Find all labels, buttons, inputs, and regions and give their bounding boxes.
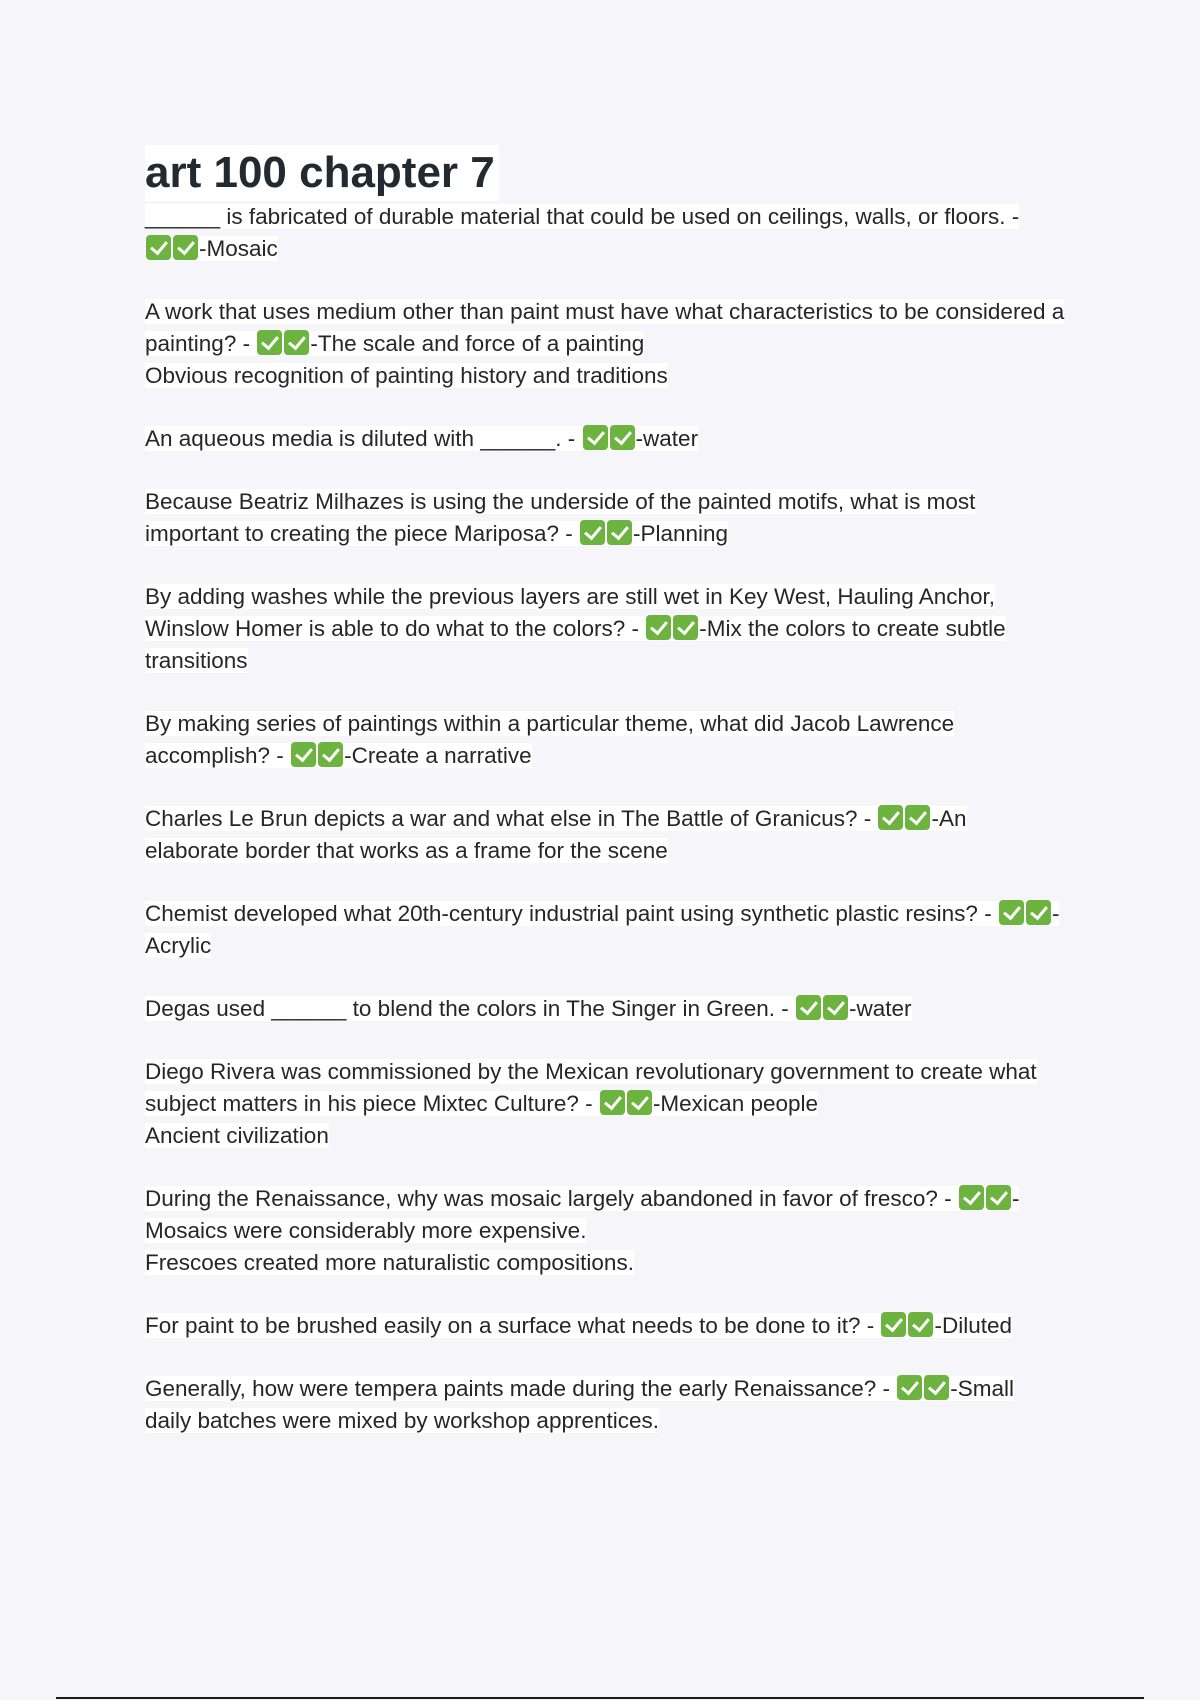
question-text: Diego Rivera was commissioned by the Mexican revolutionary government to create what subject matters in his piece Mixtec Culture? -: [145, 1059, 1037, 1116]
question-text: By making series of paintings within a particular theme, what did Jacob Lawrence accomplish? -: [145, 711, 955, 768]
answer-checks: [880, 1313, 934, 1338]
question-text: Charles Le Brun depicts a war and what else in The Battle of Granicus? -: [145, 806, 872, 831]
qa-item: [145, 423, 1065, 455]
qa-line: [145, 901, 1059, 958]
qa-line: [145, 711, 954, 768]
qa-line: [145, 806, 967, 863]
question-text: Chemist developed what 20th-century industrial paint using synthetic plastic resins? -: [145, 901, 992, 926]
check-mark-icon: [284, 330, 309, 355]
check-mark-icon: [959, 1185, 984, 1210]
check-mark-icon: [908, 1312, 933, 1337]
qa-item: [145, 803, 1065, 867]
qa-line: [145, 996, 912, 1021]
check-mark-icon: [924, 1375, 949, 1400]
qa-line: [145, 299, 1064, 356]
check-mark-icon: [627, 1090, 652, 1115]
answer-text: -water: [849, 996, 912, 1021]
check-mark-icon: [580, 520, 605, 545]
qa-line: [145, 1059, 1037, 1116]
answer-text: -Mexican people: [652, 1091, 819, 1116]
qa-line: [145, 1313, 1012, 1338]
answer-text: -water: [635, 426, 699, 451]
answer-text: -Mix the colors to create subtle transitions: [145, 616, 1006, 673]
qa-item: [145, 993, 1065, 1025]
check-mark-icon: [905, 805, 930, 830]
answer-checks: [795, 996, 849, 1021]
check-mark-icon: [291, 742, 316, 767]
qa-line: [145, 1186, 1019, 1243]
document-title: art 100 chapter 7: [145, 145, 499, 201]
qa-line: [145, 489, 975, 546]
check-mark-icon: [646, 615, 671, 640]
check-mark-icon: [583, 425, 608, 450]
check-mark-icon: [878, 805, 903, 830]
answer-text: -Acrylic: [145, 901, 1060, 958]
qa-item: [145, 201, 1065, 265]
answer-text: -An elaborate border that works as a frame for the scene: [145, 806, 967, 863]
qa-item: [145, 898, 1065, 962]
check-mark-icon: [610, 425, 635, 450]
check-mark-icon: [607, 520, 632, 545]
question-text: ______ is fabricated of durable material that could be used on ceilings, walls, or floors. -: [145, 204, 1020, 229]
check-mark-icon: [600, 1090, 625, 1115]
check-mark-icon: [673, 615, 698, 640]
answer-text: -Small daily batches were mixed by workshop apprentices.: [145, 1376, 1015, 1433]
page-bottom-rule: [56, 1697, 1144, 1699]
document-content: [145, 145, 1065, 1468]
qa-item: [145, 1310, 1065, 1342]
qa-line: [145, 584, 1006, 673]
answer-checks: [290, 743, 344, 768]
answer-checks: [582, 426, 636, 451]
check-mark-icon: [146, 235, 171, 260]
answer-extra-text: Obvious recognition of painting history and traditions: [145, 363, 668, 388]
question-text: Because Beatriz Milhazes is using the underside of the painted motifs, what is most important to creating the piece Mariposa? -: [145, 489, 976, 546]
qa-item: [145, 1183, 1065, 1279]
answer-text: -Planning: [633, 521, 729, 546]
answer-text: -Mosaics were considerably more expensive.: [145, 1186, 1020, 1243]
check-mark-icon: [897, 1375, 922, 1400]
check-mark-icon: [881, 1312, 906, 1337]
question-text: During the Renaissance, why was mosaic largely abandoned in favor of fresco? -: [145, 1186, 952, 1211]
answer-text: -The scale and force of a painting: [310, 331, 645, 356]
answer-checks: [579, 521, 633, 546]
answer-checks: [645, 616, 699, 641]
answer-checks: [599, 1091, 653, 1116]
qa-item: [145, 486, 1065, 550]
question-text: An aqueous media is diluted with ______. -: [145, 426, 576, 451]
check-mark-icon: [823, 995, 848, 1020]
check-mark-icon: [318, 742, 343, 767]
check-mark-icon: [796, 995, 821, 1020]
question-text: Generally, how were tempera paints made during the early Renaissance? -: [145, 1376, 890, 1401]
check-mark-icon: [999, 900, 1024, 925]
answer-text: -Create a narrative: [344, 743, 532, 768]
qa-line: [145, 426, 698, 451]
answer-checks: [877, 806, 931, 831]
qa-item: [145, 296, 1065, 392]
answer-checks: [145, 236, 199, 261]
check-mark-icon: [173, 235, 198, 260]
answer-checks: [256, 331, 310, 356]
answer-checks: [958, 1186, 1012, 1211]
answer-text: -Diluted: [934, 1313, 1013, 1338]
qa-item: [145, 1373, 1065, 1437]
question-text: A work that uses medium other than paint must have what characteristics to be considered a painting? -: [145, 299, 1065, 356]
check-mark-icon: [986, 1185, 1011, 1210]
qa-line: [145, 204, 1019, 261]
qa-item: [145, 708, 1065, 772]
qa-item: [145, 581, 1065, 677]
question-text: Degas used ______ to blend the colors in The Singer in Green. -: [145, 996, 789, 1021]
answer-extra-text: Ancient civilization: [145, 1123, 329, 1148]
check-mark-icon: [257, 330, 282, 355]
question-text: By adding washes while the previous layers are still wet in Key West, Hauling Anchor, Winslow Homer is able to do what to the colors? -: [145, 584, 996, 641]
answer-checks: [896, 1376, 950, 1401]
qa-item: [145, 1056, 1065, 1152]
answer-extra-text: Frescoes created more naturalistic compositions.: [145, 1250, 634, 1275]
answer-checks: [998, 901, 1052, 926]
answer-text: -Mosaic: [199, 236, 278, 261]
check-mark-icon: [1026, 900, 1051, 925]
question-text: For paint to be brushed easily on a surface what needs to be done to it? -: [145, 1313, 875, 1338]
qa-line: [145, 1376, 1014, 1433]
